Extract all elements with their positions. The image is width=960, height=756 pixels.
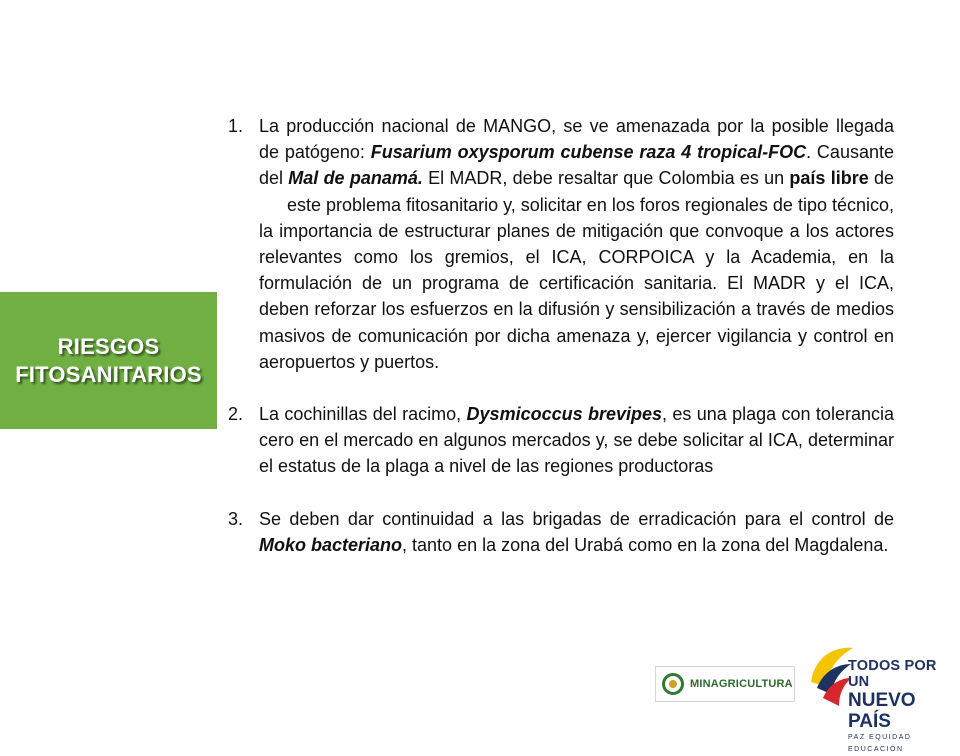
text-run: este problema fitosanitario y, solicitar en los foros regionales de tipo técnico, la importancia de estructurar planes de mitigación que convoque a los actores relevantes como los gremios, el ICA, CORPOICA y la Academia, en la formulación de un programa de certificación sanitaria. El MADR y el ICA, deben reforzar los esfuerzos en la difusión y sensibilización a través de medios masivos de comunicación por dicha amenaza y, ejercer vigilancia y control en aeropuertos y puertos.	[259, 194, 894, 372]
species-name: Fusarium oxysporum cubense raza 4 tropical-FOC	[370, 142, 807, 163]
minagricultura-logo	[655, 666, 795, 702]
disease-name: Moko bacteriano	[259, 534, 403, 555]
list-number: 1.	[228, 116, 244, 136]
minagricultura-logo-text: MINAGRICULTURA	[690, 678, 793, 690]
list-item-2	[228, 401, 894, 480]
text-run: , es una plaga con tolerancia cero en el mercado en algunos mercados y, se debe solicitar al ICA, determinar el estatus de la plaga a nivel de las regiones productoras	[259, 404, 894, 477]
list-text	[259, 506, 894, 558]
list-text	[259, 113, 894, 375]
text-run: Se deben dar continuidad a las brigadas de erradicación para el control de	[259, 508, 894, 529]
footer-logos	[655, 642, 960, 753]
list-number: 2.	[228, 404, 244, 425]
emphasis-text: país libre	[789, 168, 869, 189]
section-label-box	[0, 292, 217, 429]
text-run: La producción nacional de MANGO, se ve amenazada por la posible llegada de patógeno:	[259, 116, 894, 163]
gov-slogan-line1: TODOS POR UN	[848, 658, 937, 690]
list-text	[259, 401, 894, 480]
species-name: Dysmicoccus brevipes	[466, 404, 663, 425]
list-item-3	[228, 506, 894, 558]
text-run: , tanto en la zona del Urabá como en la zona del Magdalena.	[402, 534, 889, 555]
list-item-1	[228, 113, 894, 375]
section-label-line2: FITOSANITARIOS	[15, 361, 202, 387]
list-number: 3.	[228, 508, 244, 529]
disease-name: Mal de panamá.	[288, 168, 423, 189]
gov-slogan-line2: NUEVO PAÍS	[848, 690, 916, 732]
government-logo	[848, 658, 958, 756]
text-run: . Causante del	[259, 142, 894, 189]
text-run: de	[868, 168, 895, 189]
text-run: La cochinillas del racimo,	[259, 404, 467, 425]
numbered-list	[228, 113, 894, 558]
section-label-line1: RIESGOS	[57, 333, 160, 359]
gov-slogan-line3: PAZ EQUIDAD EDUCACIÓN	[848, 734, 912, 753]
coat-of-arms-icon	[662, 673, 684, 695]
text-run: El MADR, debe resaltar que Colombia es un	[422, 168, 790, 189]
